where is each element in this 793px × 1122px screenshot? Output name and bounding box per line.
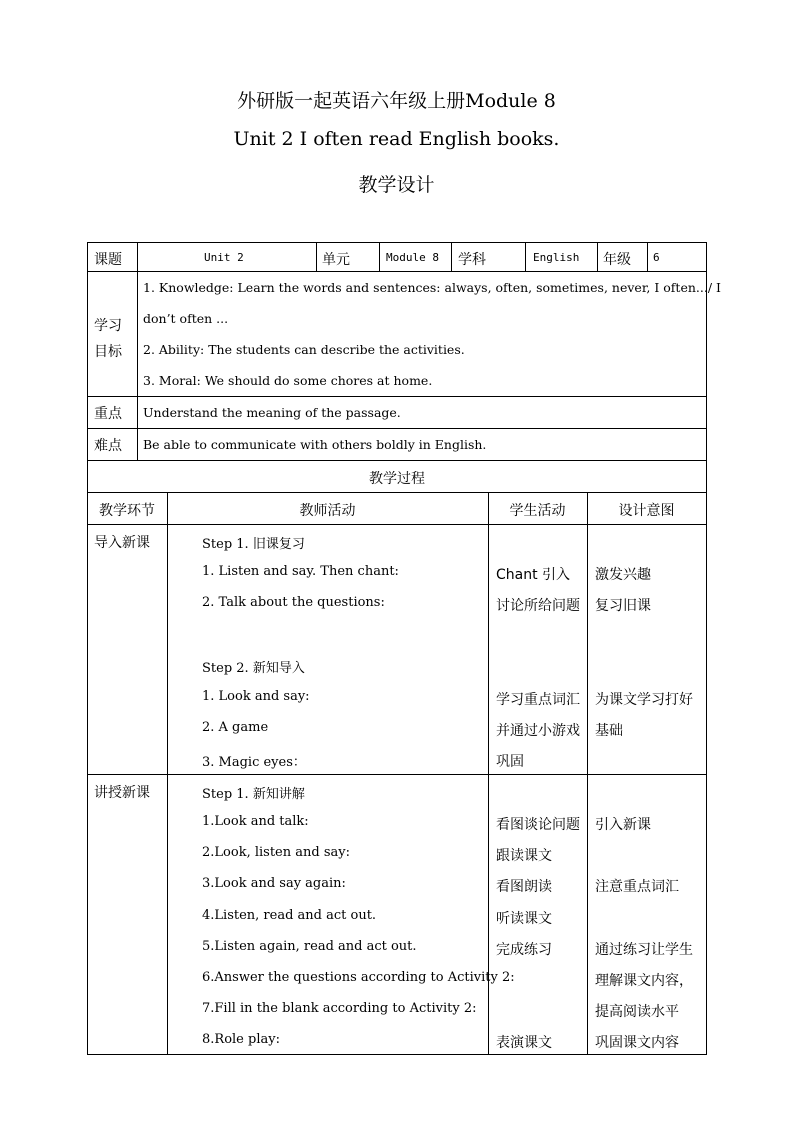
student-activity: 看图朗读 <box>496 879 552 895</box>
process-title: 教学过程 <box>369 471 425 487</box>
teacher-activity: 2. Talk about the questions: <box>202 595 385 610</box>
difficulty-text: Be able to communicate with others boldly in English. <box>143 437 487 452</box>
student-activity: 表演课文 <box>496 1035 552 1051</box>
student-activity: 巩固 <box>496 754 524 770</box>
grade-value: 6 <box>653 251 660 264</box>
table-border-top <box>87 242 707 243</box>
teacher-activity: 1.Look and talk: <box>202 814 309 829</box>
teacher-activity: 7.Fill in the blank according to Activity 2: <box>202 1001 477 1016</box>
design-intent: 理解课文内容， <box>595 973 693 989</box>
teacher-activity: 8.Role play: <box>202 1032 280 1047</box>
label-key-point: 重点 <box>94 406 122 422</box>
table-line <box>87 396 707 397</box>
label-objectives-1: 学习 <box>94 318 122 334</box>
topic-value: Unit 2 <box>204 251 244 264</box>
table-line <box>87 774 707 775</box>
table-line <box>597 242 598 271</box>
stage-name: 导入新课 <box>94 535 150 551</box>
student-activity: 完成练习 <box>496 942 552 958</box>
table-line <box>379 242 380 271</box>
student-activity: 讨论所给问题 <box>496 598 580 614</box>
step-heading: Step 1. 旧课复习 <box>202 537 305 552</box>
table-border-left <box>87 242 88 1055</box>
teacher-activity: 3.Look and say again: <box>202 876 346 891</box>
table-line <box>647 242 648 271</box>
header-stage: 教学环节 <box>99 503 155 519</box>
subject-value: English <box>533 251 580 264</box>
step-heading: Step 2. 新知导入 <box>202 661 305 676</box>
student-activity: 跟读课文 <box>496 848 552 864</box>
student-activity: Chant 引入 <box>496 567 571 583</box>
unit-value: Module 8 <box>386 251 439 264</box>
table-line <box>87 460 707 461</box>
table-line <box>137 242 138 460</box>
design-intent: 为课文学习打好 <box>595 692 693 708</box>
teacher-activity: 6.Answer the questions according to Activity 2: <box>202 970 515 985</box>
table-border-right <box>706 242 707 1055</box>
label-topic: 课题 <box>94 252 122 268</box>
teacher-activity: 3. Magic eyes： <box>202 755 306 770</box>
teacher-activity: 1. Listen and say. Then chant: <box>202 564 399 579</box>
header-student: 学生活动 <box>509 503 566 519</box>
doc-title: 外研版一起英语六年级上册Module 8 <box>237 90 556 112</box>
student-activity: 看图谈论问题 <box>496 817 580 833</box>
table-line <box>87 428 707 429</box>
doc-heading: 教学设计 <box>358 174 435 196</box>
header-teacher: 教师活动 <box>299 503 356 519</box>
stage-name: 讲授新课 <box>94 785 150 801</box>
key-point-text: Understand the meaning of the passage. <box>143 405 401 420</box>
design-intent: 巩固课文内容 <box>595 1035 679 1051</box>
design-intent: 复习旧课 <box>595 598 651 614</box>
table-line <box>87 271 707 272</box>
design-intent: 注意重点词汇 <box>595 879 679 895</box>
step-heading: Step 1. 新知讲解 <box>202 787 305 802</box>
table-line <box>525 242 526 271</box>
objective-knowledge-cont: don’t often ... <box>143 311 229 326</box>
design-intent: 通过练习让学生 <box>595 942 693 958</box>
label-unit: 单元 <box>322 252 350 268</box>
design-intent: 激发兴趣 <box>595 567 651 583</box>
objective-moral: 3. Moral: We should do some chores at home. <box>143 373 433 388</box>
table-line <box>87 524 707 525</box>
student-activity: 听读课文 <box>496 911 552 927</box>
teacher-activity: 5.Listen again, read and act out. <box>202 939 417 954</box>
design-intent: 基础 <box>595 723 623 739</box>
label-subject: 学科 <box>458 252 486 268</box>
design-intent: 引入新课 <box>595 817 651 833</box>
table-line <box>316 242 317 271</box>
table-line <box>167 492 168 1054</box>
header-intent: 设计意图 <box>618 503 675 519</box>
objective-knowledge: 1. Knowledge: Learn the words and sentences: always, often, sometimes, never, I often.../ I <box>143 280 721 295</box>
teacher-activity: 2.Look, listen and say: <box>202 845 350 860</box>
teacher-activity: 4.Listen, read and act out. <box>202 908 377 923</box>
teacher-activity: 2. A game <box>202 720 269 735</box>
doc-subtitle: Unit 2 I often read English books. <box>233 128 560 150</box>
table-line <box>87 492 707 493</box>
teacher-activity: 1. Look and say: <box>202 689 310 704</box>
table-line <box>451 242 452 271</box>
label-difficulty: 难点 <box>94 438 122 454</box>
student-activity: 学习重点词汇 <box>496 692 580 708</box>
student-activity: 并通过小游戏 <box>496 723 580 739</box>
label-grade: 年级 <box>603 252 631 268</box>
table-line <box>587 492 588 1054</box>
design-intent: 提高阅读水平 <box>595 1004 679 1020</box>
table-border-bottom <box>87 1054 707 1055</box>
objective-ability: 2. Ability: The students can describe the activities. <box>143 342 465 357</box>
label-objectives-2: 目标 <box>94 344 122 360</box>
